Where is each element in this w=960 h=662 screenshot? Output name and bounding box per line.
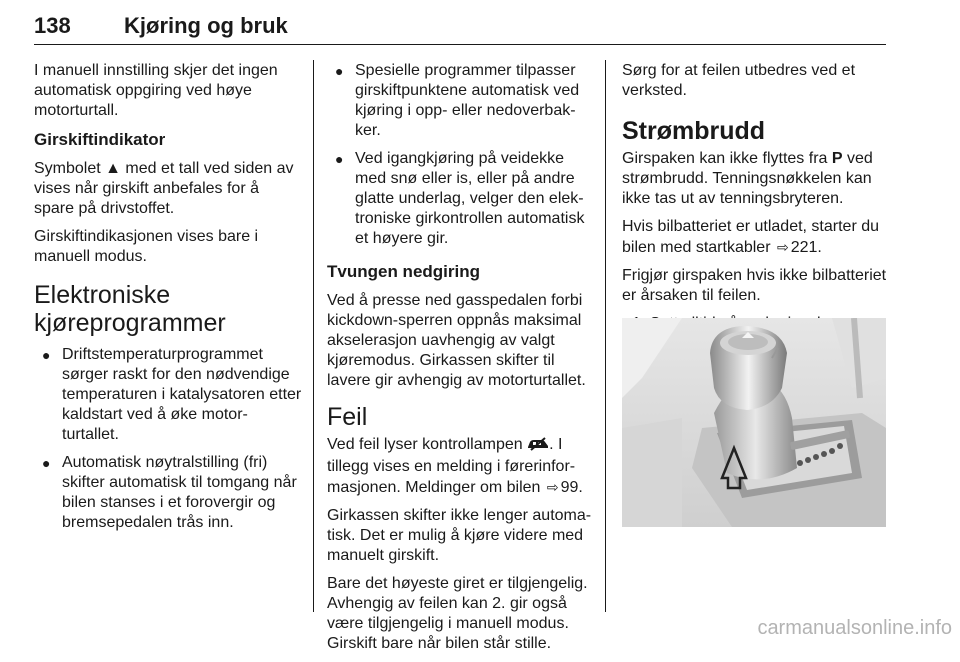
list-item [34,453,302,533]
text-run: . [578,479,583,496]
list-item [327,61,595,141]
bullet-icon: ● [335,151,344,167]
bullet-icon: ● [335,63,344,79]
list-item-text: Driftstemperaturprogrammet sørger raskt for den nødvendige temperaturen i katalysatoren etter kaldstart ved å øke motor-turtallet. [62,346,302,443]
list-item [34,345,302,445]
paragraph: Ved å presse ned gasspedalen forbi kickdown-sperren oppnås maksimal akselerasjon uavhengig av valgt kjøremodus. Girkassen skifter til lavere gir avhengig av motorturtallet. [327,292,586,389]
gear-lever-illustration [622,318,886,527]
column-divider [605,60,606,612]
list-item-text: Ved igangkjøring på veidekke med snø eller is, eller på andre glatte underlag, velger den elek-troniske girkontrollen automatisk et høyere gir. [355,150,585,247]
text-run: Ved feil lyser kontrollampen [327,436,528,453]
heading-line: Elektroniske [34,281,171,309]
bullet-icon: ● [42,347,51,363]
paragraph: Frigjør girspaken hvis ikke bilbatteriet er årsaken til feilen. [622,267,887,304]
paragraph: Sørg for at feilen utbedres ved et verksted. [622,62,856,99]
car-warning-icon [527,437,549,457]
cross-reference-icon: ⇨ [546,479,559,495]
text-run: Hvis bilbatteriet er utladet, starter du bilen med startkabler [622,218,880,256]
list-item [327,149,595,249]
paragraph: I manuell innstilling skjer det ingen automatisk oppgiring ved høye motorturtall. [34,62,278,119]
section-heading: Tvungen nedgiring [327,262,480,281]
list-item-text: Automatisk nøytralstilling (fri) skifter automatisk til tomgang når bilen stanses i et forovergir og bremsepedalen trås inn. [62,454,297,531]
column-divider [313,60,314,612]
page-reference: 221 [790,239,818,256]
text-run: ved strømbrudd. Tenningsnøkkelen kan ikke tas ut av tenningsbryteren. [622,150,873,207]
paragraph [622,217,890,258]
cross-reference-icon: ⇨ [776,239,789,255]
page-reference: 99 [560,479,579,496]
bullet-list [34,345,302,533]
text-run: Girspaken kan ikke flyttes fra [622,150,832,167]
chapter-title: Kjøring og bruk [124,13,288,38]
text-run: Symbolet [34,160,106,177]
section-heading: Feil [327,403,368,431]
text-run: . I tillegg vises en melding i førerinfor-masjonen. Meldinger om bilen [327,436,576,496]
paragraph: Girskiftindikasjonen vises bare i manuell modus. [34,228,259,265]
paragraph [34,159,302,219]
list-item-text: Spesielle programmer tilpasser girskiftpunktene automatisk ved kjøring i opp- eller nedoverbak-ker. [355,62,580,139]
column-3 [622,61,890,342]
text-run: med et tall ved siden av vises når girskift anbefales for å spare på drivstoffet. [34,160,294,217]
column-2 [327,61,595,662]
column-1 [34,61,302,541]
bullet-icon: ● [42,455,51,471]
section-heading: Girskiftindikator [34,130,166,149]
paragraph: Girkassen skifter ikke lenger automa-tisk. Det er mulig å kjøre videre med manuelt girskift. [327,507,592,564]
shift-indicator-icon: ▲ [105,160,121,177]
text-run: . [817,239,822,256]
section-heading: Strømbrudd [622,117,766,145]
page-header [34,4,886,45]
page-number: 138 [34,13,71,38]
watermark: carmanualsonline.info [757,617,952,639]
gear-position-label: P [831,150,843,167]
paragraph [327,435,595,498]
bullet-list [327,61,595,249]
paragraph [622,149,890,209]
section-heading [34,281,302,337]
paragraph: Bare det høyeste giret er tilgjengelig. Avhengig av feilen kan 2. gir også være tilgjengelig i manuell modus. Girskift bare når bilen står stille. [327,575,588,652]
heading-line: kjøreprogrammer [34,309,226,337]
